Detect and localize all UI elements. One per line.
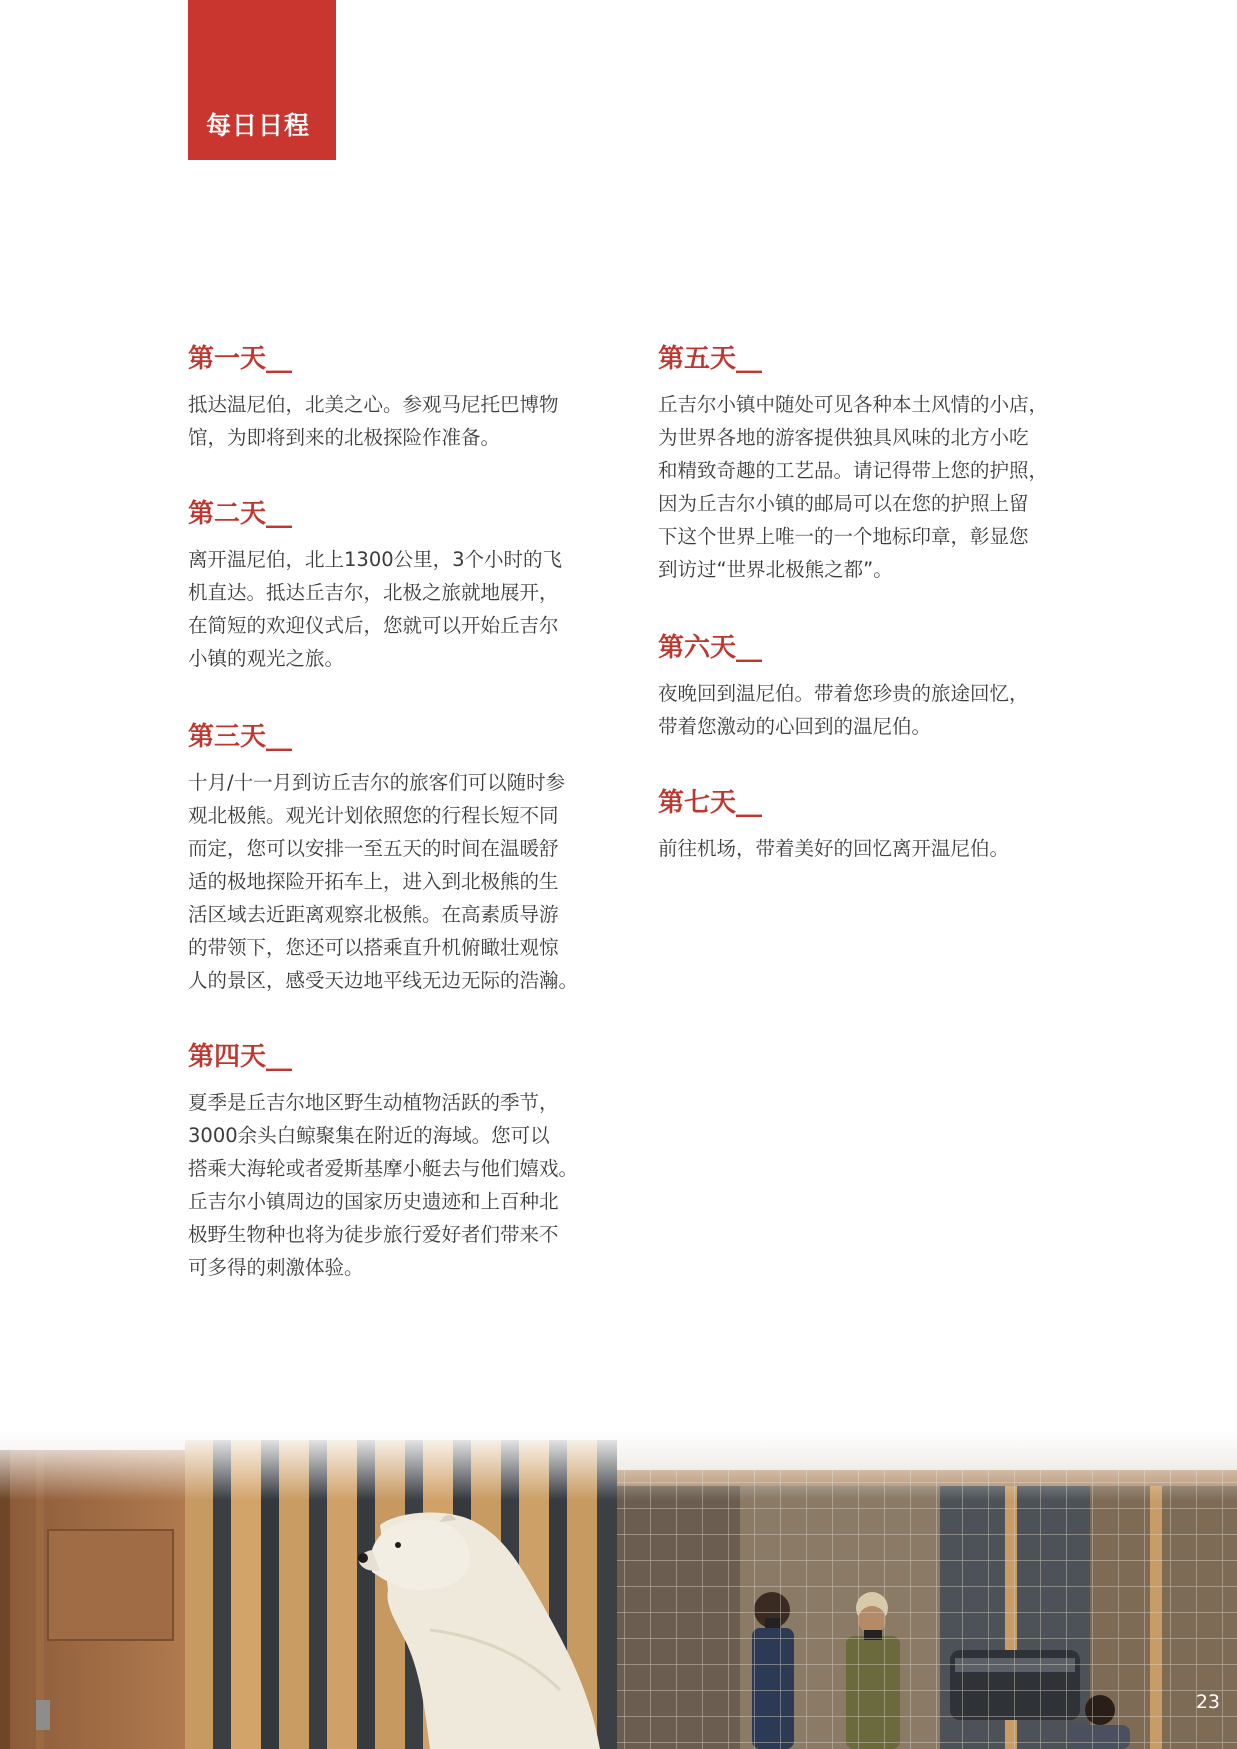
day-heading [658, 342, 1048, 376]
photo-fade [0, 1430, 1237, 1500]
day-description [188, 388, 559, 454]
day-block-7 [658, 786, 1009, 865]
description-line: 丘吉尔小镇周边的国家历史遗迹和上百种北 [188, 1190, 559, 1213]
description-line: 活区域去近距离观察北极熊。在高素质导游 [188, 903, 559, 926]
heading-mark: __ [266, 499, 293, 529]
polar-bear-photo [0, 1430, 1237, 1749]
day-heading [658, 631, 1029, 665]
day-heading [188, 720, 578, 754]
description-line: 极野生物种也将为徒步旅行爱好者们带来不 [188, 1223, 559, 1246]
day-block-2 [188, 497, 562, 675]
day-description [188, 1086, 578, 1284]
description-line: 到访过“世界北极熊之都”。 [658, 558, 893, 581]
day-heading [188, 342, 559, 376]
description-line: 馆，为即将到来的北极探险作准备。 [188, 426, 501, 449]
description-line: 带着您激动的心回到的温尼伯。 [658, 715, 932, 738]
day-block-5 [658, 342, 1048, 586]
description-line: 的带领下，您还可以搭乘直升机俯瞰壮观惊 [188, 936, 559, 959]
day-title: 第三天 [188, 722, 267, 752]
description-line: 丘吉尔小镇中随处可见各种本土风情的小店， [658, 393, 1049, 416]
section-header-tab [188, 0, 336, 160]
heading-mark: __ [266, 1042, 293, 1072]
day-title: 第一天 [188, 344, 267, 374]
day-heading [658, 786, 1009, 820]
heading-mark: __ [266, 722, 293, 752]
description-line: 十月/十一月到访丘吉尔的旅客们可以随时参 [188, 771, 566, 794]
day-description [658, 832, 1009, 865]
day-block-3 [188, 720, 578, 997]
description-line: 而定，您可以安排一至五天的时间在温暖舒 [188, 837, 559, 860]
description-line: 3000余头白鲸聚集在附近的海域。您可以 [188, 1124, 550, 1147]
day-description [188, 766, 578, 997]
description-line: 小镇的观光之旅。 [188, 647, 345, 670]
day-description [188, 543, 562, 675]
description-line: 在简短的欢迎仪式后，您就可以开始丘吉尔 [188, 614, 559, 637]
day-block-1 [188, 342, 559, 454]
description-line: 下这个世界上唯一的一个地标印章，彰显您 [658, 525, 1029, 548]
description-line: 离开温尼伯，北上1300公里，3个小时的飞 [188, 548, 563, 571]
description-line: 夜晚回到温尼伯。带着您珍贵的旅途回忆， [658, 682, 1029, 705]
description-line: 因为丘吉尔小镇的邮局可以在您的护照上留 [658, 492, 1029, 515]
description-line: 前往机场，带着美好的回忆离开温尼伯。 [658, 837, 1010, 860]
description-line: 可多得的刺激体验。 [188, 1256, 364, 1279]
day-block-6 [658, 631, 1029, 743]
description-line: 搭乘大海轮或者爱斯基摩小艇去与他们嬉戏。 [188, 1157, 579, 1180]
day-block-4 [188, 1040, 578, 1284]
description-line: 抵达温尼伯，北美之心。参观马尼托巴博物 [188, 393, 559, 416]
description-line: 和精致奇趣的工艺品。请记得带上您的护照， [658, 459, 1049, 482]
day-heading [188, 1040, 578, 1074]
day-title: 第六天 [658, 633, 737, 663]
day-description [658, 677, 1029, 743]
day-heading [188, 497, 562, 531]
day-title: 第二天 [188, 499, 267, 529]
heading-mark: __ [736, 633, 763, 663]
description-line: 人的景区，感受天边地平线无边无际的浩瀚。 [188, 969, 579, 992]
heading-mark: __ [266, 344, 293, 374]
heading-mark: __ [736, 344, 763, 374]
description-line: 夏季是丘吉尔地区野生动植物活跃的季节， [188, 1091, 559, 1114]
description-line: 机直达。抵达丘吉尔，北极之旅就地展开， [188, 581, 559, 604]
description-line: 适的极地探险开拓车上，进入到北极熊的生 [188, 870, 559, 893]
page-number: 23 [1195, 1691, 1220, 1713]
description-line: 观北极熊。观光计划依照您的行程长短不同 [188, 804, 559, 827]
day-title: 第七天 [658, 788, 737, 818]
day-title: 第四天 [188, 1042, 267, 1072]
description-line: 为世界各地的游客提供独具风味的北方小吃 [658, 426, 1029, 449]
day-title: 第五天 [658, 344, 737, 374]
section-title: 每日日程 [206, 111, 311, 140]
day-description [658, 388, 1048, 586]
heading-mark: __ [736, 788, 763, 818]
